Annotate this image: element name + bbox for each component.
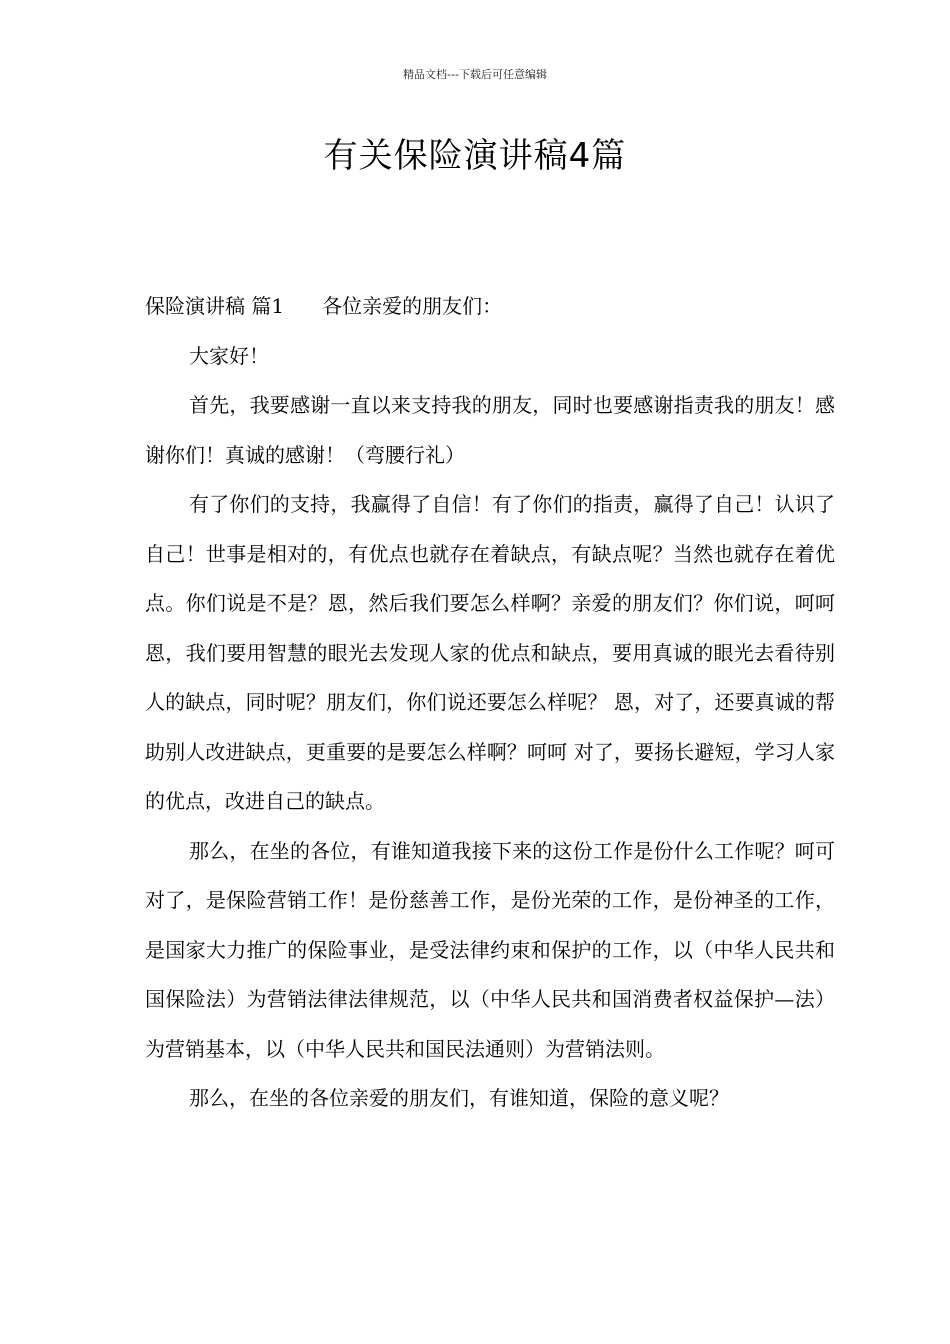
document-body	[145, 282, 835, 1124]
section-label: 保险演讲稿 篇1	[145, 294, 285, 318]
paragraph-support: 有了你们的支持，我赢得了自信！有了你们的指责，赢得了自己！认识了自己！世事是相对的，有优点也就存在着缺点，有缺点呢？当然也就存在着优点。你们说是不是？恩，然后我们要怎么样啊？亲爱的朋友们？你们说，呵呵 恩，我们要用智慧的眼光去发现人家的优点和缺点，要用真诚的眼光去看待别人的缺点，同时呢？朋友们，你们说还要怎么样呢？ 恩，对了，还要真诚的帮助别人改进缺点，更重要的是要怎么样啊？呵呵 对了，要扬长避短，学习人家的优点，改进自己的缺点。	[145, 492, 835, 813]
document-title: 有关保险演讲稿4篇	[323, 136, 627, 176]
salutation: 各位亲爱的朋友们：	[322, 294, 503, 318]
paragraph-thanks: 首先，我要感谢一直以来支持我的朋友，同时也要感谢指责我的朋友！感谢你们！真诚的感谢！（弯腰行礼）	[145, 393, 835, 467]
section-heading-line	[145, 282, 835, 332]
paragraph-work: 那么，在坐的各位，有谁知道我接下来的这份工作是份什么工作呢？呵可 对了，是保险营销工作！是份慈善工作，是份光荣的工作，是份神圣的工作，是国家大力推广的保险事业，是受法律约束和保护的工作，以（中华人民共和国保险法）为营销法律法律规范，以（中华人民共和国消费者权益保护—法）为营销基本，以（中华人民共和国民法通则）为营销法则。	[145, 838, 835, 1061]
paragraph-greeting: 大家好！	[189, 343, 269, 368]
header-note: 精品文档---下载后可任意编辑	[403, 68, 547, 81]
paragraph-question: 那么，在坐的各位亲爱的朋友们，有谁知道，保险的意义呢？	[189, 1086, 729, 1110]
